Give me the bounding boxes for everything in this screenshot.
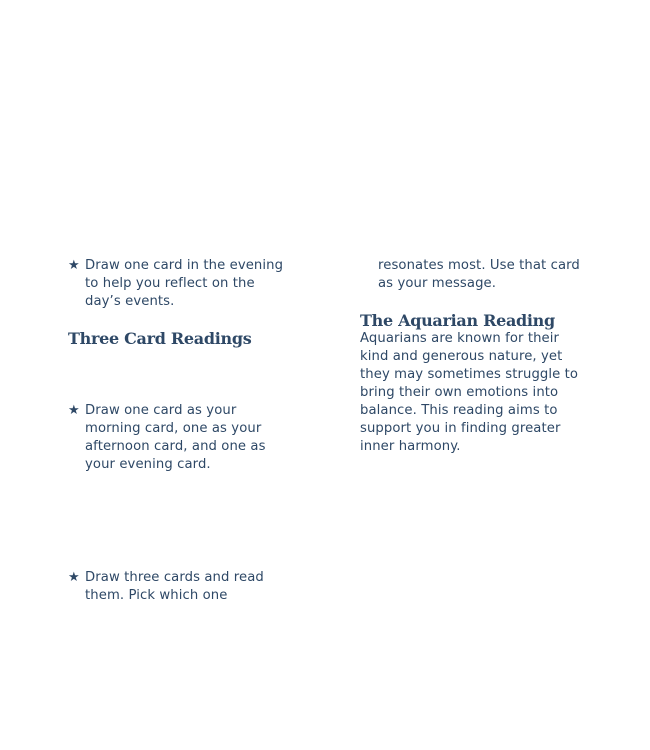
text-line: your evening card. <box>85 457 211 472</box>
text-line: balance. This reading aims to <box>360 403 558 418</box>
bullet-three-cards <box>68 569 650 605</box>
heading-three-card-readings: Three Card Readings <box>68 329 252 348</box>
star-icon: ★ <box>68 403 80 418</box>
star-icon: ★ <box>68 570 80 585</box>
text-line: afternoon card, and one as <box>85 439 266 454</box>
text-line: Draw three cards and read <box>85 570 264 585</box>
text-line: bring their own emotions into <box>360 385 559 400</box>
text-line: inner harmony. <box>360 439 461 454</box>
text-line: kind and generous nature, yet <box>360 349 563 364</box>
text-line: they may sometimes struggle to <box>360 367 579 382</box>
text-line: support you in finding greater <box>360 421 561 436</box>
text-line: to help you reflect on the <box>85 276 255 291</box>
text-line: morning card, one as your <box>85 421 262 436</box>
continuation-text <box>378 257 580 293</box>
heading-aquarian-reading: The Aquarian Reading <box>360 311 555 330</box>
text-line: day’s events. <box>85 294 175 309</box>
text-line: Draw one card as your <box>85 403 237 418</box>
text-line: as your message. <box>378 276 497 291</box>
star-icon: ★ <box>68 258 80 273</box>
text-line: resonates most. Use that card <box>378 258 580 273</box>
text-line: them. Pick which one <box>85 588 228 603</box>
text-line: Draw one card in the evening <box>85 258 284 273</box>
text-line: Aquarians are known for their <box>360 331 560 346</box>
aquarian-paragraph <box>360 330 578 456</box>
